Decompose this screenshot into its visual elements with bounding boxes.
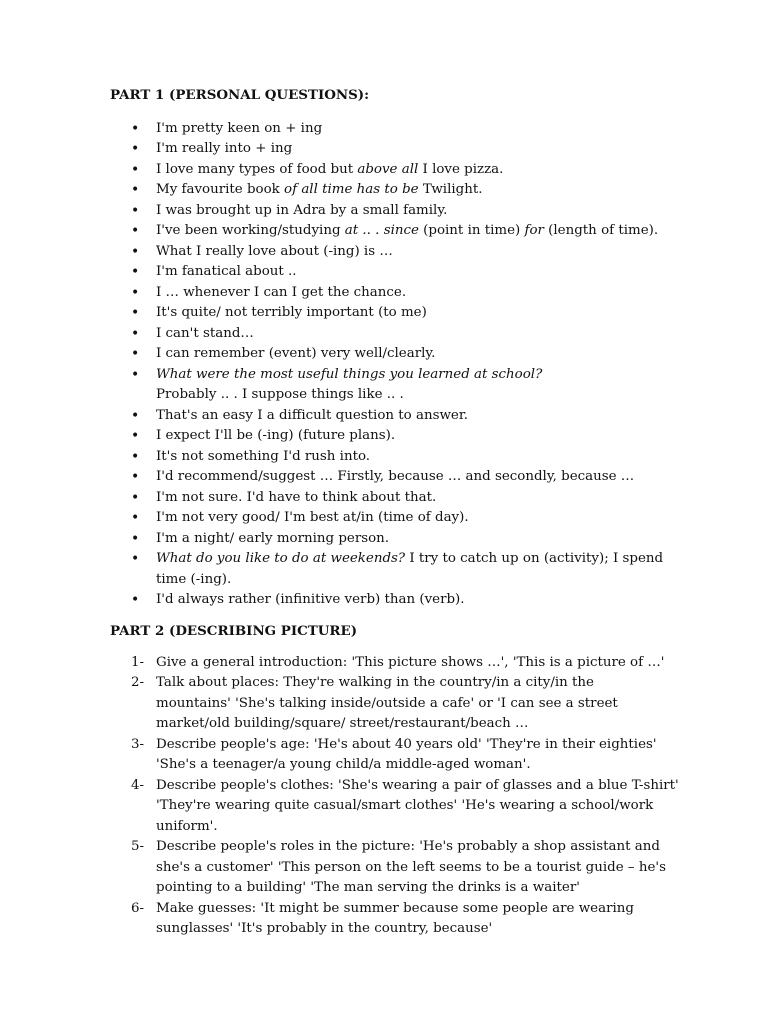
text-segment: (length of time). [543,223,659,238]
phrase-text [156,406,646,427]
bullet-icon: • [131,243,140,260]
bullet-icon: • [131,366,140,383]
text-segment: I expect I'll be (-ing) (future plans). [156,428,396,443]
phrase-item [0,529,646,550]
phrase-text [156,160,646,181]
text-segment: I'm not sure. I'd have to think about that. [156,489,437,505]
phrase-item [0,549,664,590]
text-segment: I'm fanatical about .. [156,264,297,279]
phrase-item [0,283,646,304]
text-segment: I try to catch up on (activity); I spend [405,551,664,566]
step-item [0,653,665,674]
phrase-item [0,590,646,611]
bullet-icon: • [131,141,140,157]
phrase-item [0,180,646,201]
phrase-item [0,262,646,283]
phrase-text [156,488,646,509]
text-segment: I love pizza. [418,161,504,177]
step-text-line: Describe people's roles in the picture: 'He's probably a shop assistant and [156,839,660,854]
bullet-icon: • [131,223,140,239]
text-segment: Twilight. [418,182,483,197]
text-segment: I love many types of food but [156,161,358,177]
bullet-icon: • [131,202,140,219]
bullet-icon: • [131,407,140,424]
phrase-text [156,221,659,242]
step-text-line: mountains' 'She's talking inside/outside a cafe' or 'I can see a street [156,695,618,711]
phrase-text-continued [156,385,646,406]
text-segment: I can remember (event) very well/clearly. [156,346,436,361]
step-number: 6- [131,900,145,916]
text-segment: I'm a night/ early morning person. [156,530,390,546]
text-segment: Probably .. . I suppose things like .. . [156,387,404,402]
step-text-line: Describe people's age: 'He's about 40 years old' 'They're in their eighties' [156,736,657,752]
phrase-item [0,406,646,427]
bullet-icon: • [131,469,140,485]
step-item [0,673,646,735]
bullet-icon: • [131,489,140,506]
text-segment: I've been working/studying [156,223,345,238]
italic-text: at .. . since [344,223,419,238]
step-text-line: Give a general introduction: 'This picture shows …', 'This is a picture of …' [156,654,665,670]
text-segment: It's not something I'd rush into. [156,448,371,464]
bullet-icon: • [131,305,140,321]
phrase-text [156,467,646,488]
phrase-item [0,344,646,365]
step-text-line: uniform'. [156,818,218,834]
step-number: 5- [131,839,145,854]
phrase-text-continued [156,570,646,591]
text-segment: I'm really into + ing [156,141,293,156]
phrase-item [0,467,646,488]
bullet-icon: • [131,448,140,465]
step-item [0,735,657,776]
phrase-item [0,488,646,509]
italic-text: What were the most useful things you learned at school? [156,366,543,382]
phrase-item [0,221,659,242]
text-segment: I'm pretty keen on + ing [156,120,323,136]
phrase-text [156,119,646,140]
text-segment: I'm not very good/ I'm best at/in (time of day). [156,510,469,525]
step-text-line: 'She's a teenager/a young child/a middle-aged woman'. [156,757,531,772]
phrase-text [156,180,646,201]
italic-text: above all [357,161,419,177]
bullet-icon: • [131,551,140,567]
text-segment: My favourite book [156,182,285,197]
phrase-item [0,365,646,406]
phrase-text [156,262,646,283]
text-segment: I'd recommend/suggest … Firstly, because … and secondly, because … [156,469,635,484]
phrase-item [0,119,646,140]
bullet-icon: • [131,264,140,280]
bullet-icon: • [131,161,140,178]
phrase-text [156,139,646,160]
step-number: 3- [131,736,145,752]
step-text-line: Make guesses: 'It might be summer because some people are wearing [156,900,634,916]
step-number: 2- [131,675,145,690]
phrase-text [156,324,646,345]
bullet-icon: • [131,346,140,362]
bullet-icon: • [131,325,140,342]
bullet-icon: • [131,284,140,301]
text-segment: I can't stand… [156,325,254,341]
phrase-text [156,344,646,365]
part1-phrase-list [0,119,664,611]
italic-text: of all time has to be [284,182,419,197]
part2-heading: PART 2 (DESCRIBING PICTURE) [110,623,358,639]
part2-steps-list [0,653,679,940]
phrase-text [156,426,646,447]
phrase-text [156,447,646,468]
phrase-text [156,303,646,324]
text-segment: That's an easy I a difficult question to answer. [156,407,469,423]
step-text-line: she's a customer' 'This person on the left seems to be a tourist guide – he's [156,859,666,875]
step-number: 4- [131,777,145,793]
phrase-text [156,201,646,222]
part1-heading: PART 1 (PERSONAL QUESTIONS): [110,87,370,103]
phrase-text [156,549,664,570]
bullet-icon: • [131,182,140,198]
phrase-item [0,201,646,222]
step-text-line: sunglasses' 'It's probably in the country, because' [156,921,493,936]
bullet-icon: • [131,592,140,608]
phrase-item [0,324,646,345]
phrase-item [0,508,646,529]
phrase-text [156,590,646,611]
phrase-item [0,447,646,468]
text-segment: I was brought up in Adra by a small family. [156,202,448,218]
phrase-item [0,160,646,181]
step-text-line: Describe people's clothes: 'She's wearing a pair of glasses and a blue T-shirt' [156,777,679,793]
text-segment: It's quite/ not terribly important (to me) [156,305,427,320]
phrase-text [156,242,646,263]
text-segment: I … whenever I can I get the chance. [156,284,407,300]
bullet-icon: • [131,428,140,444]
italic-text: for [524,223,544,238]
bullet-icon: • [131,120,140,137]
step-item [0,776,679,838]
italic-text: What do you like to do at weekends? [156,551,406,566]
phrase-item [0,139,646,160]
phrase-text [156,508,646,529]
phrase-item [0,303,646,324]
step-text-line: market/old building/square/ street/restaurant/beach … [156,716,529,731]
step-number: 1- [131,654,145,670]
text-segment: What I really love about (-ing) is … [156,243,393,259]
text-segment: (point in time) [418,223,525,238]
text-segment: time (-ing). [156,571,232,587]
step-item [0,837,666,899]
phrase-text [156,283,646,304]
step-text-line: pointing to a building' 'The man serving the drinks is a waiter' [156,880,580,895]
phrase-item [0,426,646,447]
bullet-icon: • [131,510,140,526]
phrase-text [156,529,646,550]
step-item [0,899,646,940]
step-text-line: Talk about places: They're walking in the country/in a city/in the [156,675,594,690]
step-text-line: 'They're wearing quite casual/smart clothes' 'He's wearing a school/work [156,798,654,813]
phrase-text [156,365,646,386]
text-segment: I'd always rather (infinitive verb) than (verb). [156,592,465,607]
phrase-item [0,242,646,263]
bullet-icon: • [131,530,140,547]
